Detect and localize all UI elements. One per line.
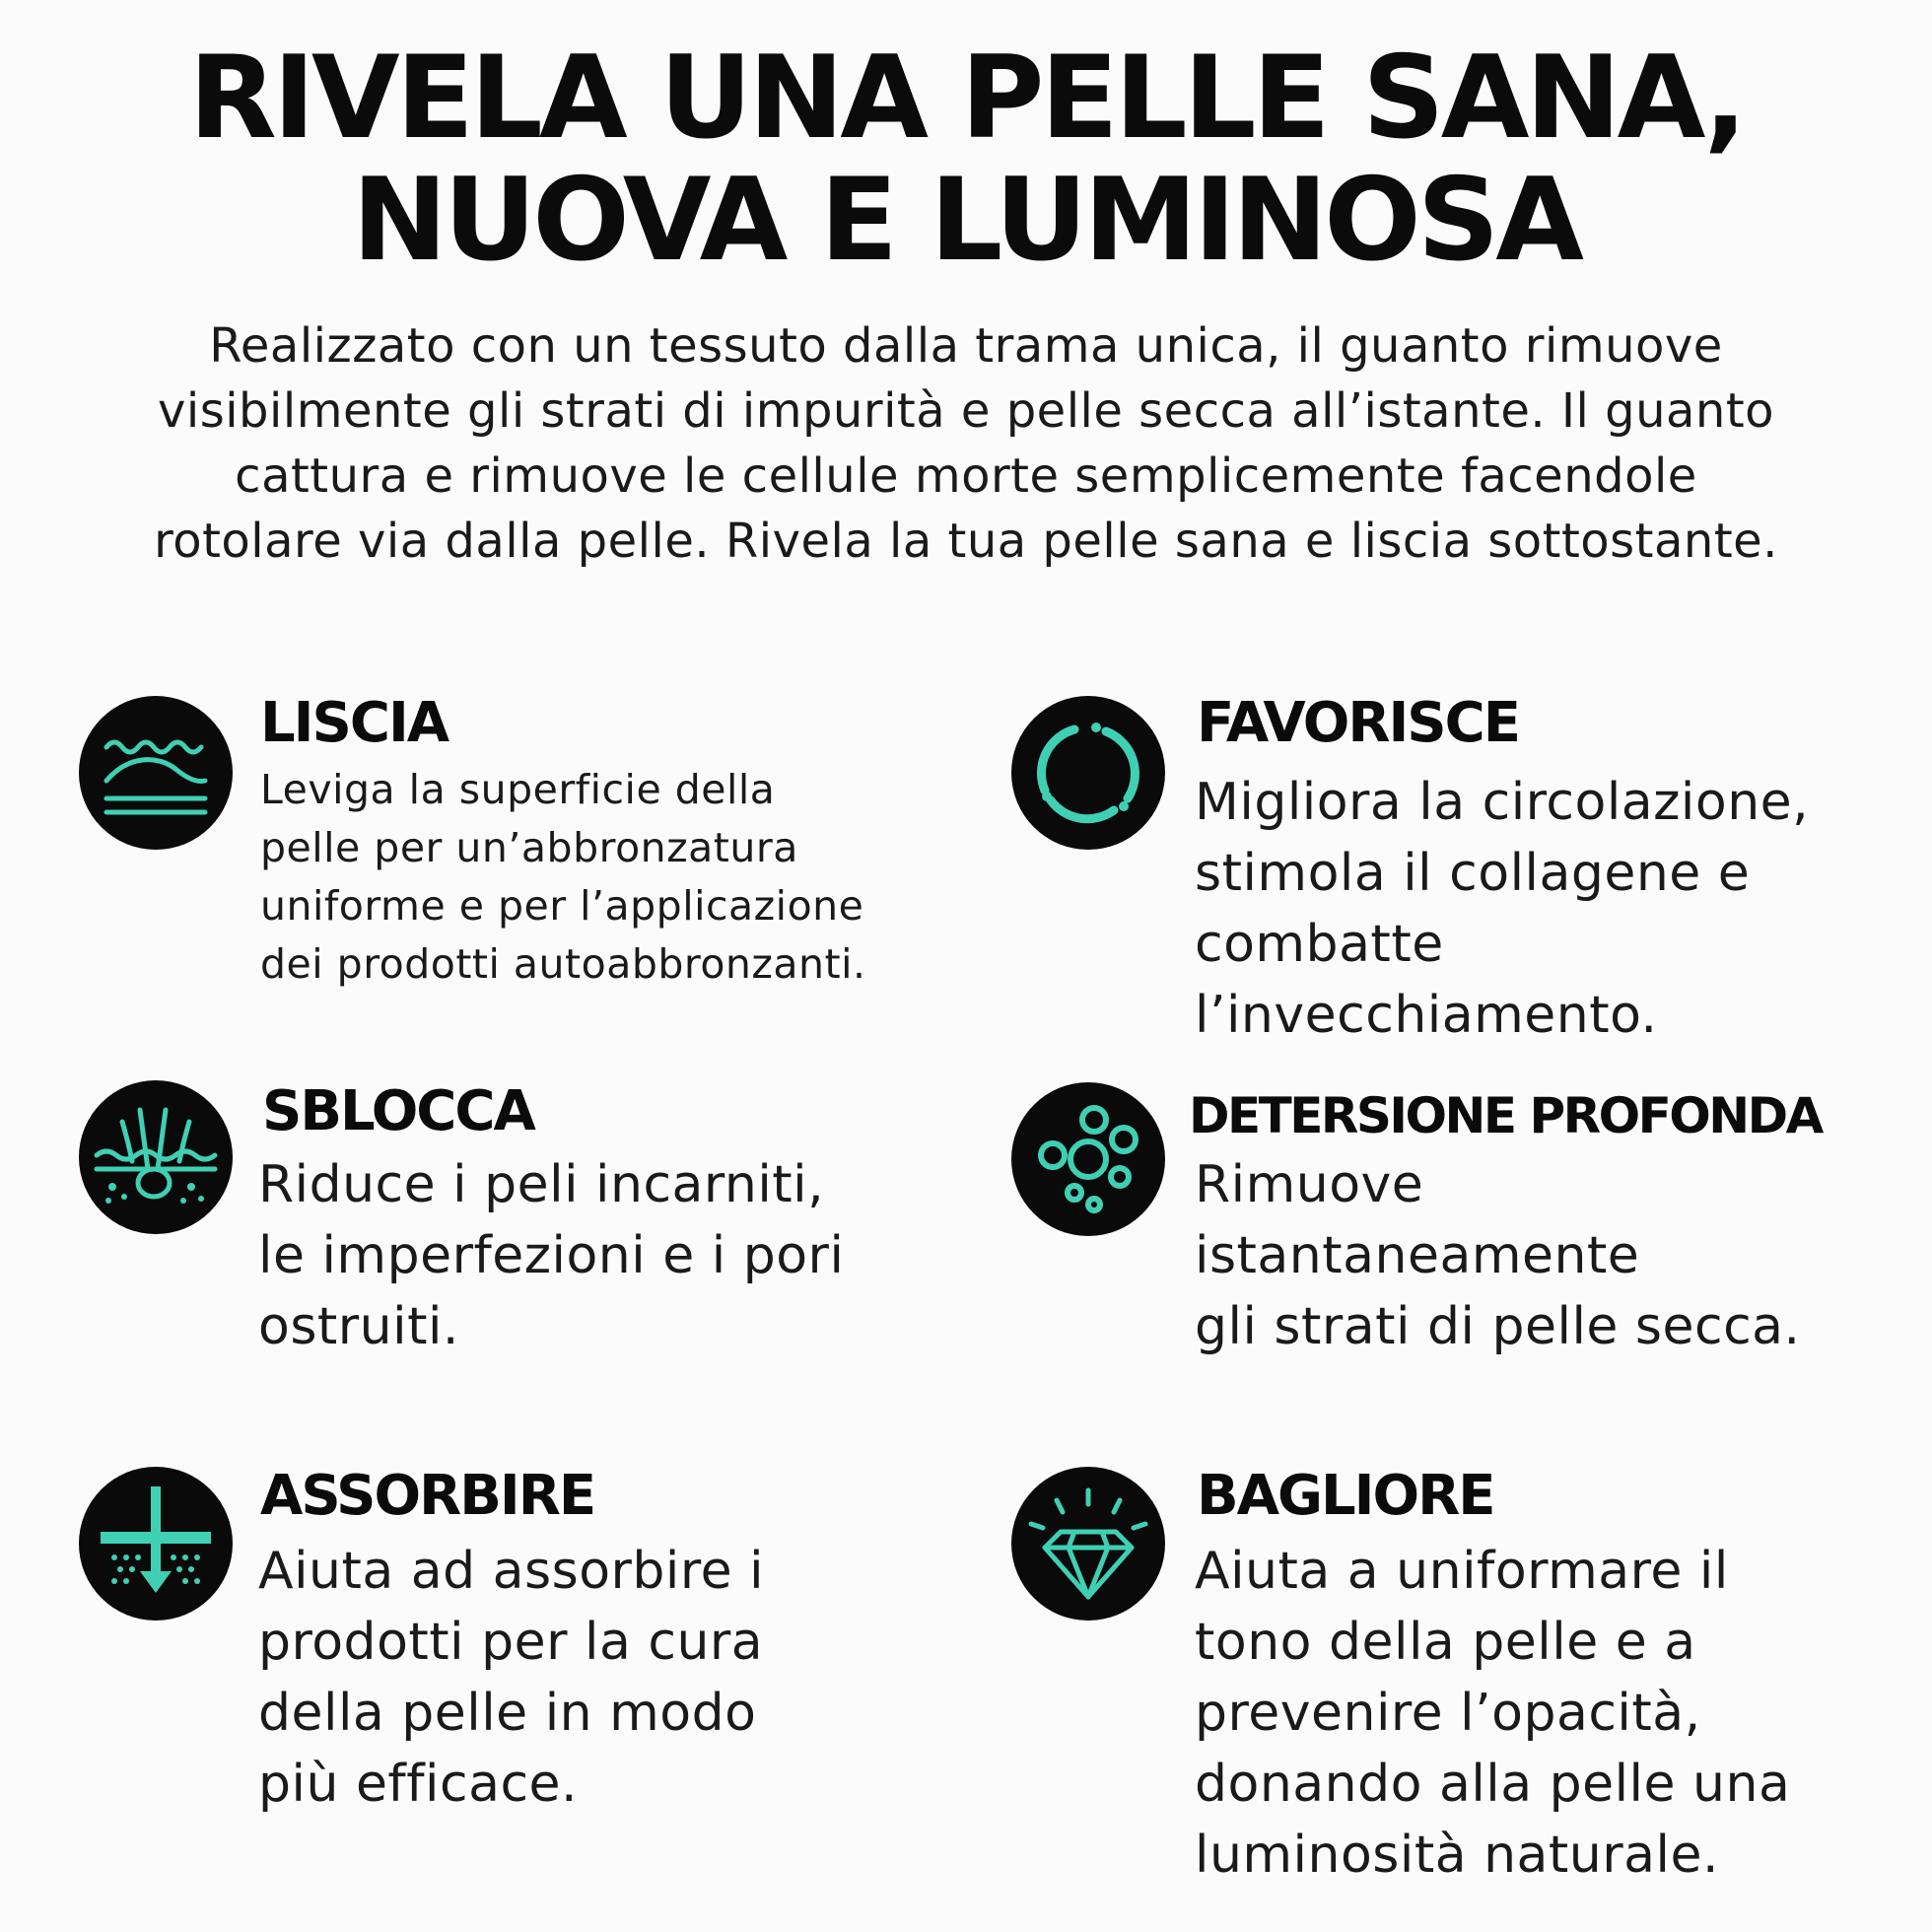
feature-description	[260, 761, 866, 994]
intro-paragraph	[59, 313, 1873, 574]
description-line: le imperfezioni e i pori	[258, 1226, 845, 1285]
description-line: l’invecchiamento.	[1195, 986, 1658, 1045]
title-line: RIVELA UNA PELLE SANA,	[188, 32, 1744, 165]
waves-icon	[79, 696, 233, 850]
description-line: prodotti per la cura	[258, 1613, 764, 1672]
feature-description	[1195, 1149, 1801, 1362]
feature-description	[1195, 767, 1809, 1051]
description-line: combatte	[1195, 915, 1444, 974]
description-line: Riduce i peli incarniti,	[258, 1155, 825, 1214]
intro-line: rotolare via dalla pelle. Rivela la tua pelle sana e liscia sottostante.	[154, 514, 1778, 569]
description-line: della pelle in modo	[258, 1684, 757, 1743]
description-line: gli strati di pelle secca.	[1195, 1297, 1801, 1356]
feature-title: DETERSIONE PROFONDA	[1189, 1087, 1822, 1144]
description-line: prevenire l’opacità,	[1195, 1684, 1701, 1743]
description-line: donando alla pelle una	[1195, 1755, 1791, 1814]
feature-title: LISCIA	[260, 691, 448, 755]
description-line: istantaneamente	[1195, 1226, 1640, 1285]
feature-title: SBLOCCA	[262, 1079, 534, 1143]
absorb-arrow-icon	[79, 1467, 233, 1621]
feature-description	[258, 1536, 764, 1820]
bubbles-icon	[1011, 1082, 1165, 1236]
description-line: uniforme e per l’applicazione	[260, 882, 864, 930]
title-line: NUOVA E LUMINOSA	[351, 154, 1581, 287]
feature-description	[258, 1149, 844, 1362]
diamond-icon	[1011, 1467, 1165, 1621]
feature-title: ASSORBIRE	[260, 1464, 595, 1528]
description-line: dei prodotti autoabbronzanti.	[260, 940, 866, 988]
description-line: tono della pelle e a	[1195, 1613, 1696, 1672]
description-line: più efficace.	[258, 1755, 579, 1814]
description-line: pelle per un’abbronzatura	[260, 824, 798, 871]
hair-follicle-icon	[79, 1080, 233, 1234]
circulation-ring-icon	[1011, 696, 1165, 850]
description-line: Aiuta ad assorbire i	[258, 1542, 765, 1601]
description-line: Rimuove	[1195, 1155, 1424, 1214]
description-line: Aiuta a uniformare il	[1195, 1542, 1729, 1601]
feature-title: BAGLIORE	[1197, 1464, 1494, 1528]
description-line: stimola il collagene e	[1195, 844, 1751, 903]
description-line: luminosità naturale.	[1195, 1826, 1719, 1885]
feature-title: FAVORISCE	[1197, 691, 1519, 755]
description-line: Leviga la superficie della	[260, 766, 776, 813]
page-title	[0, 32, 1932, 287]
feature-description	[1195, 1536, 1790, 1891]
intro-line: visibilmente gli strati di impurità e pelle secca all’istante. Il guanto	[157, 383, 1775, 439]
intro-line: Realizzato con un tessuto dalla trama unica, il guanto rimuove	[209, 318, 1723, 374]
description-line: ostruiti.	[258, 1297, 459, 1356]
description-line: Migliora la circolazione,	[1195, 773, 1810, 832]
intro-line: cattura e rimuove le cellule morte semplicemente facendole	[235, 448, 1697, 504]
